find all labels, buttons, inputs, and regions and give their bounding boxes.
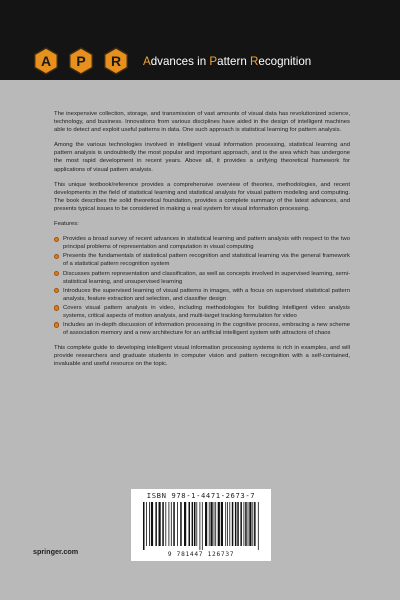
paragraph-intro: The inexpensive collection, storage, and transmission of vast amounts of visual data has revolutionized science, technology, and business. Innovations from various disciplines have aided in the design of intelligent machines able to detect and exploit useful patterns in data. One such approach is statistical learning for pattern analysis. bbox=[54, 111, 350, 134]
series-title-initial: R bbox=[250, 55, 259, 68]
series-title-initial: P bbox=[209, 55, 218, 68]
bullet-icon bbox=[54, 288, 59, 293]
feature-item bbox=[54, 252, 350, 268]
series-title-word: ecognition bbox=[258, 55, 312, 68]
feature-text: Presents the fundamentals of statistical pattern recognition and statistical learning via the general framework of a statistical pattern recognition system bbox=[63, 253, 350, 268]
barcode-bar bbox=[211, 502, 213, 546]
feature-item bbox=[54, 235, 350, 251]
feature-text: Provides a broad survey of recent advances in statistical learning and pattern analysis with respect to the two principal problems of representation and computation in visual computing bbox=[63, 236, 350, 251]
ean-number: 9 781447 126737 bbox=[167, 551, 235, 558]
barcode-bar bbox=[240, 502, 242, 546]
barcode-bar bbox=[215, 502, 216, 546]
bullet-icon bbox=[54, 254, 59, 259]
features-list bbox=[54, 235, 350, 337]
barcode-bar bbox=[209, 502, 210, 546]
barcode-bar bbox=[192, 502, 194, 546]
barcode-bar bbox=[202, 502, 203, 550]
publisher-url: springer.com bbox=[33, 547, 79, 556]
series-title-word: attern bbox=[217, 55, 250, 68]
barcode-bar bbox=[177, 502, 178, 546]
barcode-bar bbox=[248, 502, 249, 546]
feature-item bbox=[54, 321, 350, 337]
barcode-bar bbox=[146, 502, 147, 546]
barcode-bar bbox=[165, 502, 166, 546]
bullet-icon bbox=[54, 305, 59, 310]
barcode-bar bbox=[169, 502, 170, 546]
description-text bbox=[54, 110, 350, 376]
barcode-bar bbox=[237, 502, 239, 546]
feature-item bbox=[54, 270, 350, 286]
barcode-bar bbox=[155, 502, 157, 546]
series-title-word: dvances in bbox=[150, 55, 210, 68]
barcode-bar bbox=[151, 502, 153, 546]
barcode-bar bbox=[244, 502, 245, 546]
feature-item bbox=[54, 304, 350, 320]
series-title-initial: A bbox=[143, 55, 151, 68]
barcode-bar bbox=[229, 502, 230, 546]
barcode-bar bbox=[173, 502, 175, 546]
barcode-panel bbox=[131, 489, 271, 561]
barcode-bar bbox=[218, 502, 220, 546]
barcode-bar bbox=[184, 502, 186, 546]
barcode-bar bbox=[205, 502, 207, 546]
barcode-bar bbox=[214, 502, 215, 546]
bullet-icon bbox=[54, 271, 59, 276]
apr-hex-logo bbox=[33, 47, 133, 75]
logo-letter: P bbox=[76, 53, 86, 69]
bullet-icon bbox=[54, 237, 59, 242]
feature-text: Introduces the supervised learning of visual patterns in images, with a focus on supervised statistical pattern analysis, feature extraction and selection, and classifier design bbox=[63, 287, 350, 302]
series-header-bar bbox=[0, 0, 400, 80]
barcode-bar bbox=[232, 502, 234, 546]
isbn-text: ISBN 978-1-4471-2673-7 bbox=[146, 491, 256, 500]
barcode-bar bbox=[254, 502, 256, 546]
barcode-bar bbox=[194, 502, 196, 546]
barcode-bar bbox=[258, 502, 259, 550]
barcode-bar bbox=[143, 502, 145, 550]
bullet-icon bbox=[54, 322, 59, 327]
barcode-bar bbox=[162, 502, 164, 546]
barcode-bar bbox=[189, 502, 191, 546]
barcode-bar bbox=[159, 502, 161, 546]
paragraph-technologies: Among the various technologies involved in intelligent visual information processing, statistical learning and pattern analysis is undoubtedly the most popular and important approach, and is the area which has undergone the most rapid development in recent years. Above all, it provides a unifying theoretical framework for applications of visual pattern analysis. bbox=[54, 142, 350, 173]
feature-text: Discusses pattern representation and classification, as well as concepts involved in supervised learning, semi-statistical learning, and unsupervised learning bbox=[63, 270, 350, 285]
feature-item bbox=[54, 287, 350, 303]
barcode-bar bbox=[227, 502, 228, 546]
logo-letter: A bbox=[40, 53, 52, 69]
logo-letter: R bbox=[110, 53, 122, 69]
paragraph-closing: This complete guide to developing intelligent visual information processing systems is rich in examples, and will provide researchers and graduate students in computer vision and pattern recognition with a self-contained, invaluable and useful resource on the topic. bbox=[54, 345, 350, 368]
barcode-icon bbox=[139, 502, 263, 550]
series-title bbox=[143, 55, 311, 68]
barcode-bar bbox=[171, 502, 172, 546]
barcode-bar bbox=[180, 502, 182, 546]
barcode-bar bbox=[196, 502, 197, 546]
barcode-bar bbox=[235, 502, 237, 546]
feature-text: Covers visual pattern analysis in video, including methodologies for building intelligent video analysis systems, critical aspects of motion analysis, and multi-target tracking formulation for video bbox=[63, 304, 350, 319]
paragraph-overview: This unique textbook/reference provides a comprehensive overview of theories, methodologies, and recent developments in the field of statistical learning and statistical analysis for visual pattern modeling and computing. The book describes the solid theoretical foundation, provides a complete summary of the latest advances, and presents typical issues to be considered in making a real system for visual information processing. bbox=[54, 181, 350, 212]
barcode-bar bbox=[252, 502, 253, 546]
barcode-bar bbox=[225, 502, 226, 546]
barcode-bar bbox=[200, 502, 201, 550]
feature-text: Includes an in-depth discussion of information processing in the cognitive process, embracing a new scheme of association memory and a new architecture for an artificial intelligent system with attractors of chaos bbox=[63, 322, 350, 337]
features-label: Features: bbox=[54, 221, 79, 228]
barcode-bar bbox=[249, 502, 251, 546]
barcode-bar bbox=[245, 502, 247, 546]
barcode-bar bbox=[221, 502, 223, 546]
barcode-bar bbox=[149, 502, 150, 546]
